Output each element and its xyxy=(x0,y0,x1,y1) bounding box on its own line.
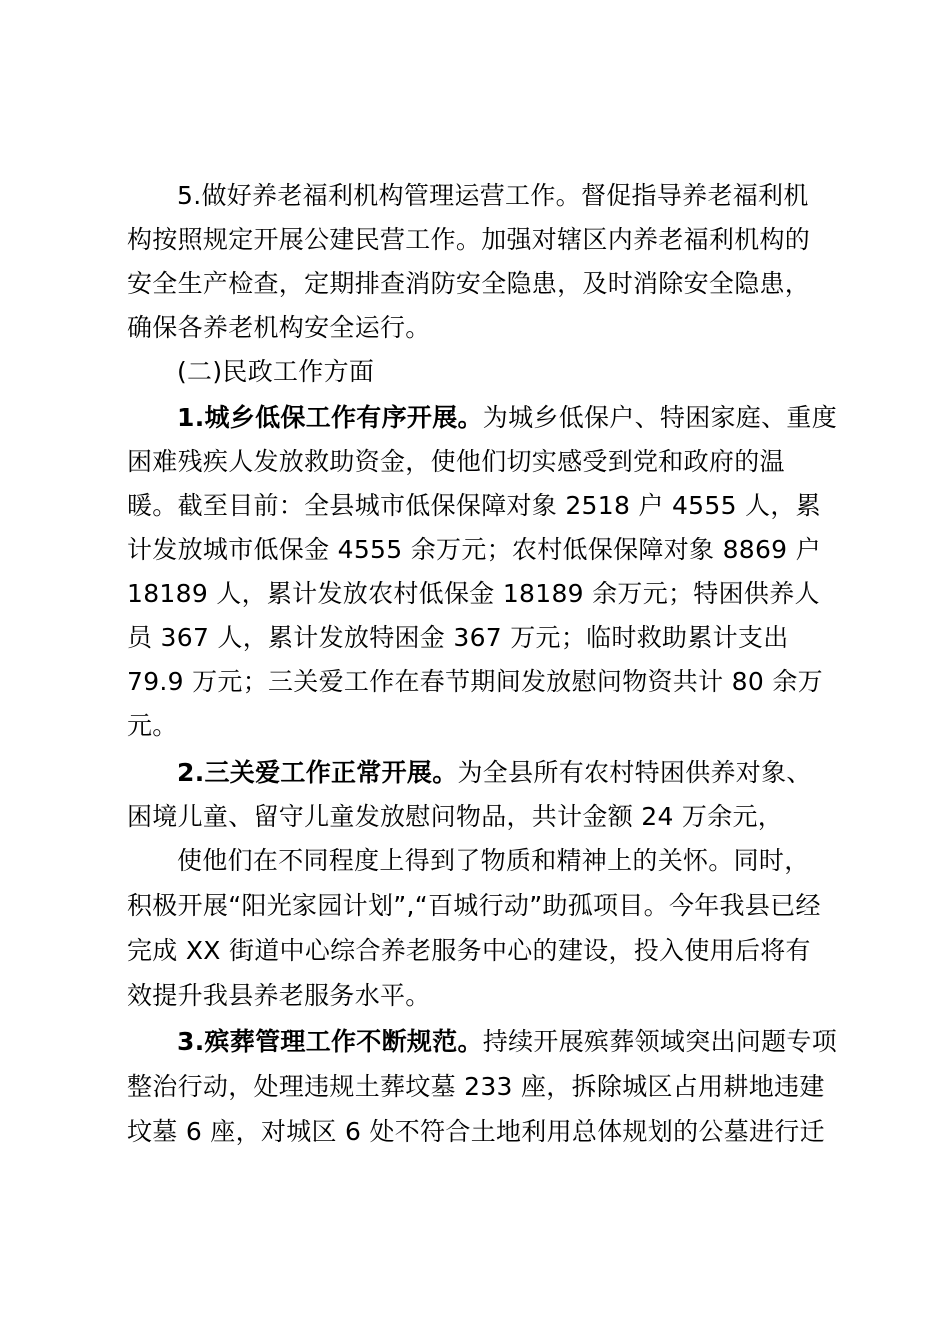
line-text: 持续开展殡葬领域突出问题专项 xyxy=(482,1027,837,1056)
paragraph-lead: 3.殡葬管理工作不断规范。 xyxy=(177,1027,483,1056)
line-text: 暖。截至目前：全县城市低保保障对象 2518 户 4555 人，累 xyxy=(127,491,821,520)
line-text: 元。 xyxy=(127,711,178,740)
paragraph-5-line-3 xyxy=(127,1116,837,1148)
heading-text: (二)民政工作方面 xyxy=(177,357,375,386)
paragraph-4-line-2 xyxy=(127,890,837,922)
paragraph-5-line-2 xyxy=(127,1071,837,1103)
paragraph-2-line-7 xyxy=(127,666,837,698)
line-text: 坟墓 6 座，对城区 6 处不符合土地利用总体规划的公墓进行迁 xyxy=(127,1117,825,1146)
paragraph-2-line-1 xyxy=(177,402,887,434)
line-text: 效提升我县养老服务水平。 xyxy=(127,981,431,1010)
paragraph-4-line-1 xyxy=(177,845,887,877)
paragraph-2-line-3 xyxy=(127,490,837,522)
paragraph-1-line-3 xyxy=(127,268,837,300)
paragraph-lead: 2.三关爱工作正常开展。 xyxy=(177,758,458,787)
paragraph-2-line-6 xyxy=(127,622,837,654)
line-text: 整治行动，处理违规土葬坟墓 233 座，拆除城区占用耕地违建 xyxy=(127,1072,825,1101)
paragraph-lead: 1.城乡低保工作有序开展。 xyxy=(177,403,483,432)
paragraph-1-line-4 xyxy=(127,312,837,344)
paragraph-2-line-8 xyxy=(127,710,837,742)
line-text: 18189 人，累计发放农村低保金 18189 余万元；特困供养人 xyxy=(127,579,820,608)
section-heading xyxy=(177,356,887,388)
paragraph-2-line-2 xyxy=(127,446,837,478)
line-text: 为城乡低保户、特困家庭、重度 xyxy=(482,403,837,432)
line-text: 完成 XX 街道中心综合养老服务中心的建设，投入使用后将有 xyxy=(127,936,811,965)
paragraph-3-line-1 xyxy=(177,757,887,789)
line-text: 构按照规定开展公建民营工作。加强对辖区内养老福利机构的 xyxy=(127,225,811,254)
paragraph-3-line-2 xyxy=(127,801,837,833)
line-text: 5.做好养老福利机构管理运营工作。督促指导养老福利机 xyxy=(177,181,809,210)
line-text: 员 367 人，累计发放特困金 367 万元；临时救助累计支出 xyxy=(127,623,789,652)
line-text: 确保各养老机构安全运行。 xyxy=(127,313,431,342)
line-text: 积极开展“阳光家园计划”,“百城行动”助孤项目。今年我县已经 xyxy=(127,891,821,920)
paragraph-1-line-2 xyxy=(127,224,837,256)
paragraph-4-line-4 xyxy=(127,980,837,1012)
line-text: 困境儿童、留守儿童发放慰问物品，共计金额 24 万余元， xyxy=(127,802,784,831)
line-text: 困难残疾人发放救助资金，使他们切实感受到党和政府的温 xyxy=(127,447,785,476)
line-text: 计发放城市低保金 4555 余万元；农村低保保障对象 8869 户 xyxy=(127,535,821,564)
paragraph-1-line-1 xyxy=(177,180,887,212)
line-text: 为全县所有农村特困供养对象、 xyxy=(457,758,812,787)
line-text: 79.9 万元；三关爱工作在春节期间发放慰问物资共计 80 余万 xyxy=(127,667,823,696)
paragraph-5-line-1 xyxy=(177,1026,887,1058)
line-text: 安全生产检查，定期排查消防安全隐患，及时消除安全隐患， xyxy=(127,269,811,298)
paragraph-2-line-5 xyxy=(127,578,837,610)
paragraph-2-line-4 xyxy=(127,534,837,566)
paragraph-4-line-3 xyxy=(127,935,837,967)
line-text: 使他们在不同程度上得到了物质和精神上的关怀。同时， xyxy=(177,846,810,875)
